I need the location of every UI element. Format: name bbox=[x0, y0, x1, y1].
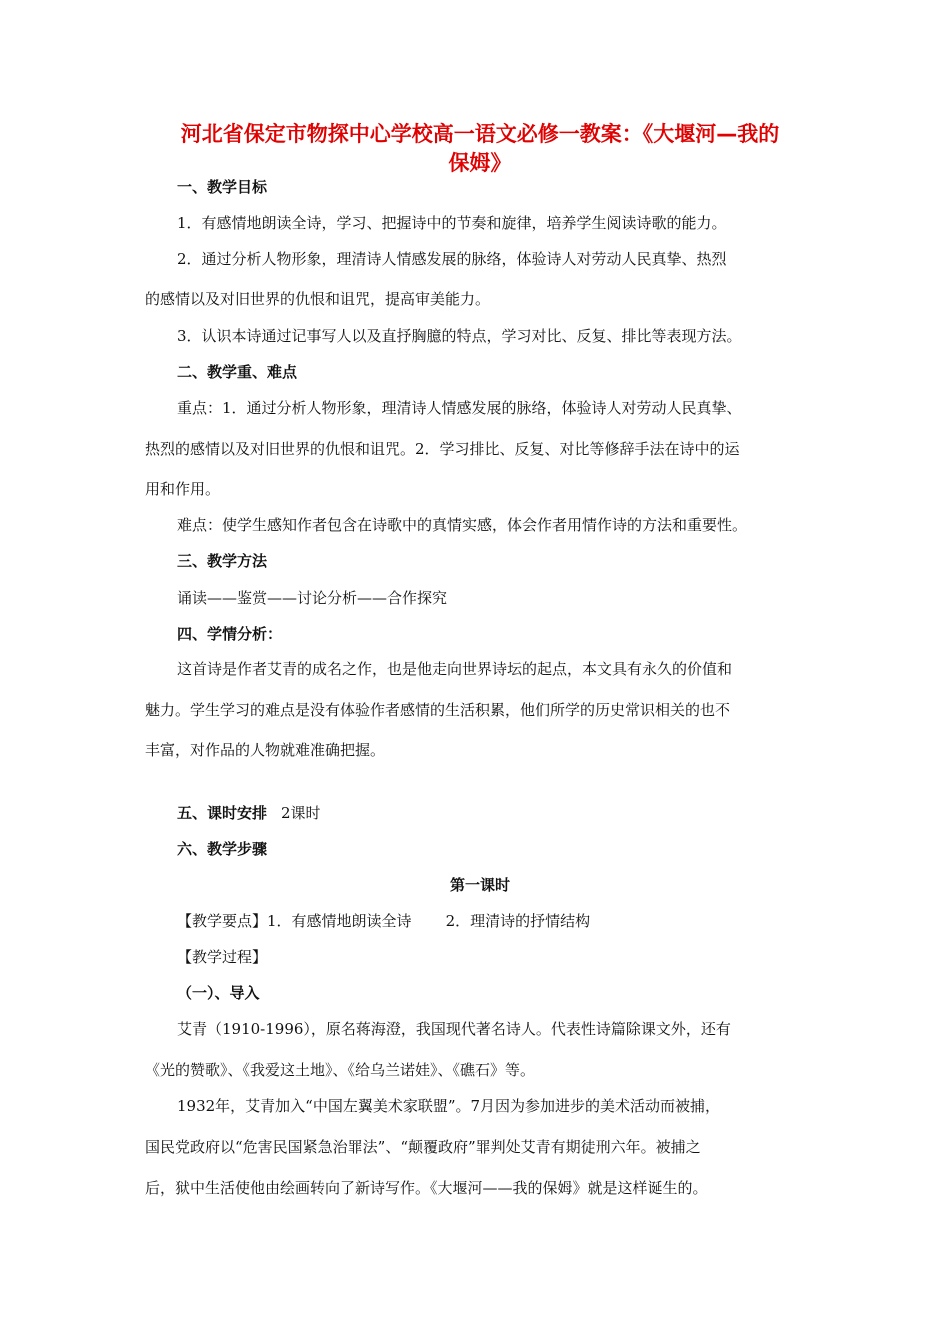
key-points-line-3: 用和作用。 bbox=[145, 480, 221, 498]
bio-line-2: 国民党政府以“危害民国紧急治罪法”、“颠覆政府”罪判处艾青有期徒刑六年。被捕之 bbox=[145, 1138, 701, 1156]
bio-line-3: 后，狱中生活使他由绘画转向了新诗写作。《大堰河——我的保姆》就是这样诞生的。 bbox=[145, 1179, 708, 1197]
schedule-line bbox=[177, 802, 817, 824]
difficulty-text: 难点：使学生感知作者包含在诗歌中的真情实感，体会作者用情作诗的方法和重要性。 bbox=[177, 516, 748, 534]
section-heading-objectives: 一、教学目标 bbox=[177, 178, 268, 196]
schedule-value: 2课时 bbox=[281, 804, 321, 822]
key-points-line-2: 热烈的感情以及对旧世界的仇恨和诅咒。2．学习排比、反复、对比等修辞手法在诗中的运 bbox=[145, 440, 740, 458]
document-title bbox=[140, 120, 820, 178]
section-heading-steps: 六、教学步骤 bbox=[177, 840, 268, 858]
objective-1: 1．有感情地朗读全诗，学习、把握诗中的节奏和旋律，培养学生阅读诗歌的能力。 bbox=[177, 214, 727, 232]
section-heading-schedule: 五、课时安排 bbox=[177, 804, 268, 822]
bio-line-1: 1932年，艾青加入“中国左翼美术家联盟”。7月因为参加进步的美术活动而被捕， bbox=[177, 1097, 721, 1115]
title-line-1: 河北省保定市物探中心学校高一语文必修一教案：《大堰河—我的 bbox=[180, 122, 780, 146]
objective-2-line-2: 的感情以及对旧世界的仇恨和诅咒，提高审美能力。 bbox=[145, 290, 491, 308]
lesson-title: 第一课时 bbox=[449, 876, 510, 894]
intro-line-2: 《光的赞歌》、《我爱这土地》、《给乌兰诺娃》、《礁石》等。 bbox=[145, 1061, 536, 1079]
teaching-points-line bbox=[177, 910, 817, 932]
teaching-point-2: 2．理清诗的抒情结构 bbox=[445, 912, 591, 930]
section-heading-key-points: 二、教学重、难点 bbox=[177, 363, 298, 381]
section-heading-method: 三、教学方法 bbox=[177, 552, 268, 570]
analysis-line-3: 丰富，对作品的人物就难准确把握。 bbox=[145, 741, 386, 759]
intro-line-1: 艾青（1910-1996），原名蒋海澄，我国现代著名诗人。代表性诗篇除课文外，还有 bbox=[177, 1020, 731, 1038]
section-heading-analysis: 四、学情分析： bbox=[177, 625, 283, 643]
teaching-points-label: 【教学要点】 bbox=[177, 912, 268, 930]
objective-2-line-1: 2．通过分析人物形象，理清诗人情感发展的脉络，体验诗人对劳动人民真挚、热烈 bbox=[177, 250, 727, 268]
teaching-point-1: 1．有感情地朗读全诗 bbox=[267, 912, 412, 930]
analysis-line-2: 魅力。学生学习的难点是没有体验作者感情的生活积累，他们所学的历史常识相关的也不 bbox=[145, 701, 731, 719]
teaching-process-label: 【教学过程】 bbox=[177, 948, 268, 966]
title-line-2: 保姆》 bbox=[448, 151, 512, 175]
key-points-line-1: 重点：1．通过分析人物形象，理清诗人情感发展的脉络，体验诗人对劳动人民真挚、 bbox=[177, 399, 742, 417]
intro-heading: （一）、导入 bbox=[177, 984, 260, 1002]
objective-3: 3．认识本诗通过记事写人以及直抒胸臆的特点，学习对比、反复、排比等表现方法。 bbox=[177, 327, 742, 345]
analysis-line-1: 这首诗是作者艾青的成名之作，也是他走向世界诗坛的起点，本文具有永久的价值和 bbox=[177, 660, 733, 678]
method-text: 诵读——鉴赏——讨论分析——合作探究 bbox=[177, 589, 448, 607]
